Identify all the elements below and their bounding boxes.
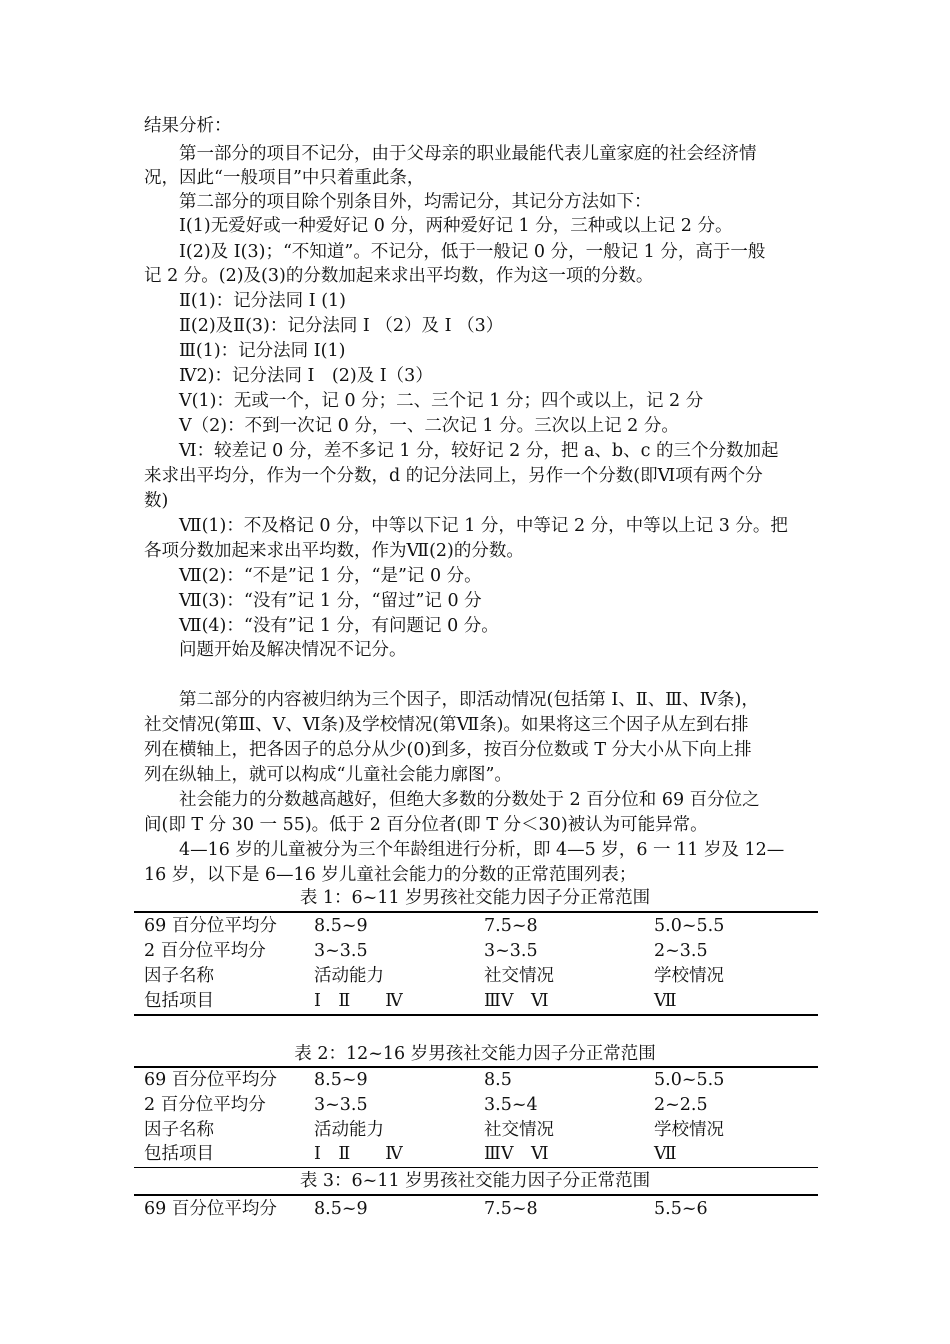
table-cell: Ⅶ xyxy=(654,991,677,1011)
table-cell: 7.5~8 xyxy=(484,1199,538,1219)
paragraph-line: 列在横轴上，把各因子的总分从少(0)到多，按百分位数或 T 分大小从下向上排 xyxy=(144,740,752,760)
table-cell: 3~3.5 xyxy=(314,1095,368,1115)
paragraph-line: 间(即 T 分 30 一 55)。低于 2 百分位者(即 T 分＜30)被认为可能异常。 xyxy=(144,815,708,835)
paragraph-line: Ⅶ(1)：不及格记 0 分，中等以下记 1 分，中等记 2 分，中等以上记 3 分。把 xyxy=(179,516,788,536)
paragraph-line: 数) xyxy=(144,491,169,511)
paragraph-line: I(2)及 I(3)；“不知道”。不记分，低于一般记 0 分，一般记 1 分，高于一般 xyxy=(179,242,766,262)
table-bottom-rule xyxy=(134,1014,818,1016)
paragraph-line: Ⅳ2)：记分法同 I (2)及 I（3） xyxy=(179,366,433,386)
table-caption: 表 2：12~16 岁男孩社交能力因子分正常范围 xyxy=(294,1044,656,1064)
paragraph-line: 来求出平均分，作为一个分数，d 的记分法同上，另作一个分数(即Ⅵ项有两个分 xyxy=(144,466,763,486)
table-cell: 2~2.5 xyxy=(654,1095,708,1115)
table-caption: 表 3：6~11 岁男孩社交能力因子分正常范围 xyxy=(299,1171,651,1191)
table-cell: 5.0~5.5 xyxy=(654,916,725,936)
table-cell: 69 百分位平均分 xyxy=(144,1070,277,1090)
table-cell: 因子名称 xyxy=(144,966,214,986)
paragraph-line: Ⅶ(4)：“没有”记 1 分，有问题记 0 分。 xyxy=(179,616,499,636)
table-cell: 社交情况 xyxy=(484,1120,554,1140)
table-cell: 学校情况 xyxy=(654,966,724,986)
section-heading: 结果分析： xyxy=(144,116,232,136)
table-cell: 7.5~8 xyxy=(484,916,538,936)
paragraph-line: 况，因此“一般项目”中只着重此条， xyxy=(144,168,425,188)
table-cell: 3.5~4 xyxy=(484,1095,538,1115)
paragraph-line: 4—16 岁的儿童被分为三个年龄组进行分析，即 4—5 岁，6 一 11 岁及 12— xyxy=(179,840,785,860)
paragraph-line: 第二部分的项目除个别条目外，均需记分，其记分方法如下： xyxy=(179,192,652,212)
table-cell: 69 百分位平均分 xyxy=(144,916,277,936)
table-cell: 8.5~9 xyxy=(314,1070,368,1090)
table-cell: 8.5~9 xyxy=(314,916,368,936)
table-cell: Ⅰ Ⅱ Ⅳ xyxy=(314,991,403,1011)
paragraph-line: 第一部分的项目不记分，由于父母亲的职业最能代表儿童家庭的社会经济情 xyxy=(179,144,757,164)
paragraph-line: 各项分数加起来求出平均数，作为Ⅶ(2)的分数。 xyxy=(144,541,524,561)
table-cell: 8.5~9 xyxy=(314,1199,368,1219)
paragraph-line: Ⅱ(2)及Ⅱ(3)：记分法同 I （2）及 I （3） xyxy=(179,316,504,336)
table-cell: 包括项目 xyxy=(144,1144,214,1164)
table-bottom-rule xyxy=(134,1167,818,1168)
paragraph-line: 记 2 分。(2)及(3)的分数加起来求出平均数，作为这一项的分数。 xyxy=(144,266,654,286)
table-top-rule xyxy=(134,1194,818,1196)
paragraph-line: Ⅵ：较差记 0 分，差不多记 1 分，较好记 2 分，把 a、b、c 的三个分数加起 xyxy=(179,441,779,461)
table-cell: 2 百分位平均分 xyxy=(144,941,266,961)
paragraph-line: Ⅶ(2)：“不是”记 1 分，“是”记 0 分。 xyxy=(179,566,482,586)
table-cell: 活动能力 xyxy=(314,966,384,986)
table-caption: 表 1：6~11 岁男孩社交能力因子分正常范围 xyxy=(299,888,651,908)
table-cell: Ⅶ xyxy=(654,1144,677,1164)
paragraph-line: Ⅴ（2)：不到一次记 0 分，一、二次记 1 分。三次以上记 2 分。 xyxy=(179,416,679,436)
table-top-rule xyxy=(134,911,818,913)
table-cell: Ⅰ Ⅱ Ⅳ xyxy=(314,1144,403,1164)
paragraph-line: 第二部分的内容被归纳为三个因子，即活动情况(包括第 I、Ⅱ、Ⅲ、Ⅳ条)， xyxy=(179,690,759,710)
table-cell: 包括项目 xyxy=(144,991,214,1011)
table-cell: 69 百分位平均分 xyxy=(144,1199,277,1219)
table-cell: 2~3.5 xyxy=(654,941,708,961)
table-cell: ⅢⅤ Ⅵ xyxy=(484,991,549,1011)
paragraph-line: 社会能力的分数越高越好，但绝大多数的分数处于 2 百分位和 69 百分位之 xyxy=(179,790,760,810)
table-cell: 8.5 xyxy=(484,1070,512,1090)
table-cell: 3~3.5 xyxy=(484,941,538,961)
paragraph-line: 列在纵轴上，就可以构成“儿童社会能力廓图”。 xyxy=(144,765,512,785)
paragraph-line: 问题开始及解决情况不记分。 xyxy=(179,640,407,660)
table-cell: 3~3.5 xyxy=(314,941,368,961)
paragraph-line: I(1)无爱好或一种爱好记 0 分，两种爱好记 1 分，三种或以上记 2 分。 xyxy=(179,216,733,236)
paragraph-line: 16 岁，以下是 6—16 岁儿童社会能力的分数的正常范围列表； xyxy=(144,865,637,885)
paragraph-line: Ⅲ(1)：记分法同 I(1) xyxy=(179,341,346,361)
paragraph-line: Ⅴ(1)：无或一个，记 0 分；二、三个记 1 分；四个或以上，记 2 分 xyxy=(179,391,704,411)
table-cell: 2 百分位平均分 xyxy=(144,1095,266,1115)
table-cell: 学校情况 xyxy=(654,1120,724,1140)
table-cell: 5.0~5.5 xyxy=(654,1070,725,1090)
paragraph-line: Ⅱ(1)：记分法同 I (1) xyxy=(179,291,347,311)
paragraph-line: 社交情况(第Ⅲ、Ⅴ、Ⅵ条)及学校情况(第Ⅶ条)。如果将这三个因子从左到右排 xyxy=(144,715,749,735)
table-cell: 活动能力 xyxy=(314,1120,384,1140)
paragraph-line: Ⅶ(3)：“没有”记 1 分，“留过”记 0 分 xyxy=(179,591,482,611)
table-cell: 因子名称 xyxy=(144,1120,214,1140)
table-cell: 5.5~6 xyxy=(654,1199,708,1219)
table-cell: ⅢⅤ Ⅵ xyxy=(484,1144,549,1164)
table-cell: 社交情况 xyxy=(484,966,554,986)
